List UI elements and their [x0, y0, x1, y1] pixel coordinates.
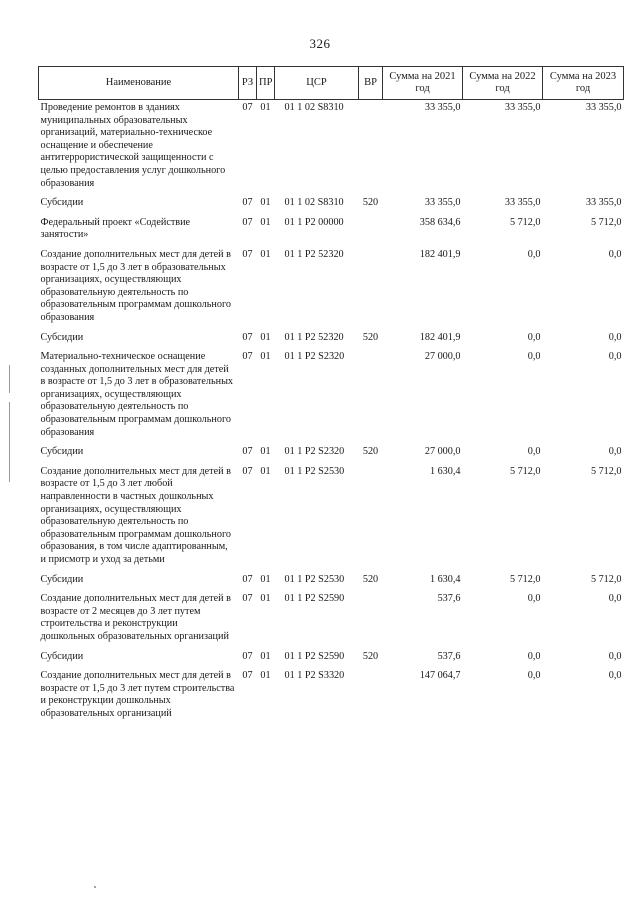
row-csr: 01 1 P2 S2530 — [284, 573, 345, 585]
row-sum-2022: 0,0 — [527, 650, 541, 662]
row-rz: 07 — [242, 351, 253, 363]
row-csr: 01 1 02 S8310 — [284, 197, 344, 209]
row-csr: 01 1 P2 S2590 — [284, 593, 345, 605]
row-rz: 07 — [242, 573, 253, 585]
row-vr: 520 — [362, 650, 379, 662]
row-name: Создание дополнительных мест для детей в возрасте от 2 месяцев до 3 лет путем строительства и реконструкции дошкольных образовательных организаций — [40, 593, 231, 642]
row-pr: 01 — [260, 331, 271, 343]
table-row — [39, 663, 624, 720]
row-rz: 07 — [242, 446, 253, 458]
row-csr: 01 1 P2 S2320 — [284, 351, 345, 363]
row-csr: 01 1 P2 00000 — [284, 216, 344, 228]
row-csr: 01 1 P2 52320 — [284, 248, 344, 260]
row-vr: 520 — [362, 331, 379, 343]
row-name: Материально-техническое оснащение созданных дополнительных мест для детей в возрасте от 1,5 до 3 лет в образовательных организациях, осуществляющих образовательную деятельность по образовательным программам дошкольного образования — [40, 351, 234, 438]
row-rz: 07 — [242, 216, 253, 228]
row-sum-2021: 33 355,0 — [424, 197, 461, 209]
row-name: Субсидии — [40, 446, 84, 458]
column-header-sum-2021: Сумма на 2021 год — [383, 67, 463, 100]
column-header-name: Наименование — [39, 67, 239, 100]
row-pr: 01 — [260, 446, 271, 458]
column-header-sum-2022: Сумма на 2022 год — [463, 67, 543, 100]
row-vr — [359, 586, 383, 643]
row-sum-2023: 33 355,0 — [585, 197, 622, 209]
row-vr — [359, 210, 383, 242]
column-header-vr: ВР — [359, 67, 383, 100]
table-row — [39, 459, 624, 567]
budget-table — [38, 66, 624, 721]
column-header-pr: ПР — [257, 67, 275, 100]
row-name: Создание дополнительных мест для детей в возрасте от 1,5 до 3 лет любой направленности в частных дошкольных организациях, осуществляющих образовательную деятельность по образовательным программам дошкольного образования, в том числе адаптированным, и присмотр и уход за детьми — [40, 465, 231, 565]
row-rz: 07 — [242, 102, 253, 113]
table-row — [39, 325, 624, 345]
row-name: Проведение ремонтов в зданиях муниципальных образовательных организаций, материально-техническое оснащение и обеспечение антитеррористической защищенности с целью предоставления услуг дошкольного образования — [40, 102, 226, 189]
binding-margin-mark — [9, 402, 10, 482]
row-rz: 07 — [242, 331, 253, 343]
row-sum-2021: 358 634,6 — [419, 216, 461, 228]
row-sum-2023: 0,0 — [608, 351, 622, 363]
column-header-rz: РЗ — [239, 67, 257, 100]
row-vr: 520 — [362, 197, 379, 209]
row-sum-2022: 33 355,0 — [504, 197, 541, 209]
row-name: Федеральный проект «Содействие занятости» — [40, 216, 191, 241]
row-sum-2022: 0,0 — [527, 351, 541, 363]
row-sum-2023: 0,0 — [608, 331, 622, 343]
row-pr: 01 — [260, 216, 271, 228]
row-sum-2022: 0,0 — [527, 670, 541, 682]
row-pr: 01 — [260, 670, 271, 682]
row-rz: 07 — [242, 197, 253, 209]
table-row — [39, 210, 624, 242]
scan-dot — [94, 886, 96, 888]
row-csr: 01 1 02 S8310 — [284, 102, 344, 113]
row-sum-2021: 537,6 — [437, 650, 461, 662]
table-row — [39, 439, 624, 459]
row-pr: 01 — [260, 351, 271, 363]
row-pr: 01 — [260, 573, 271, 585]
row-vr — [359, 100, 383, 191]
row-sum-2023: 0,0 — [608, 446, 622, 458]
row-sum-2021: 537,6 — [437, 593, 461, 605]
row-sum-2022: 0,0 — [527, 331, 541, 343]
row-sum-2023: 0,0 — [608, 248, 622, 260]
row-sum-2022: 5 712,0 — [509, 573, 541, 585]
row-vr: 520 — [362, 573, 379, 585]
row-sum-2023: 5 712,0 — [590, 573, 622, 585]
row-sum-2023: 0,0 — [608, 593, 622, 605]
row-sum-2023: 0,0 — [608, 650, 622, 662]
row-name: Субсидии — [40, 197, 84, 209]
row-pr: 01 — [260, 465, 271, 477]
row-pr: 01 — [260, 102, 271, 113]
row-name: Субсидии — [40, 331, 84, 343]
table-row — [39, 190, 624, 210]
row-csr: 01 1 P2 S3320 — [284, 670, 345, 682]
row-sum-2021: 1 630,4 — [429, 573, 461, 585]
table-row — [39, 344, 624, 439]
row-vr — [359, 242, 383, 325]
row-sum-2021: 27 000,0 — [424, 351, 461, 363]
row-sum-2022: 0,0 — [527, 593, 541, 605]
row-sum-2021: 27 000,0 — [424, 446, 461, 458]
row-csr: 01 1 P2 S2530 — [284, 465, 345, 477]
page-number: 326 — [309, 36, 331, 51]
row-pr: 01 — [260, 650, 271, 662]
row-pr: 01 — [260, 197, 271, 209]
row-sum-2021: 147 064,7 — [419, 670, 461, 682]
row-rz: 07 — [242, 650, 253, 662]
table-body — [39, 100, 624, 721]
row-sum-2022: 0,0 — [527, 248, 541, 260]
row-sum-2022: 33 355,0 — [504, 102, 541, 113]
row-sum-2023: 33 355,0 — [585, 102, 622, 113]
table-row — [39, 567, 624, 587]
row-rz: 07 — [242, 670, 253, 682]
row-rz: 07 — [242, 248, 253, 260]
row-csr: 01 1 P2 S2590 — [284, 650, 345, 662]
row-sum-2023: 5 712,0 — [590, 216, 622, 228]
row-rz: 07 — [242, 465, 253, 477]
row-vr — [359, 663, 383, 720]
row-vr — [359, 459, 383, 567]
row-pr: 01 — [260, 248, 271, 260]
row-sum-2021: 33 355,0 — [424, 102, 461, 113]
row-vr — [359, 344, 383, 439]
row-sum-2022: 0,0 — [527, 446, 541, 458]
row-sum-2022: 5 712,0 — [509, 216, 541, 228]
row-pr: 01 — [260, 593, 271, 605]
row-name: Создание дополнительных мест для детей в возрасте от 1,5 до 3 лет путем строительства и реконструкции дошкольных образовательных организаций — [40, 670, 235, 719]
row-sum-2023: 5 712,0 — [590, 465, 622, 477]
row-sum-2023: 0,0 — [608, 670, 622, 682]
row-name: Субсидии — [40, 573, 84, 585]
binding-margin-mark — [9, 365, 10, 393]
table-header — [39, 67, 624, 100]
row-sum-2021: 182 401,9 — [419, 331, 461, 343]
row-rz: 07 — [242, 593, 253, 605]
row-sum-2021: 182 401,9 — [419, 248, 461, 260]
row-vr: 520 — [362, 446, 379, 458]
row-name: Создание дополнительных мест для детей в возрасте от 1,5 до 3 лет в образовательных организациях, осуществляющих образовательную деятельность по образовательным программам дошкольного образования — [40, 248, 231, 323]
table-row — [39, 586, 624, 643]
row-csr: 01 1 P2 52320 — [284, 331, 344, 343]
column-header-csr: ЦСР — [275, 67, 359, 100]
column-header-sum-2023: Сумма на 2023 год — [543, 67, 624, 100]
row-sum-2021: 1 630,4 — [429, 465, 461, 477]
table-row — [39, 100, 624, 191]
row-name: Субсидии — [40, 650, 84, 662]
row-sum-2022: 5 712,0 — [509, 465, 541, 477]
table-row — [39, 644, 624, 664]
row-csr: 01 1 P2 S2320 — [284, 446, 345, 458]
table-row — [39, 242, 624, 325]
